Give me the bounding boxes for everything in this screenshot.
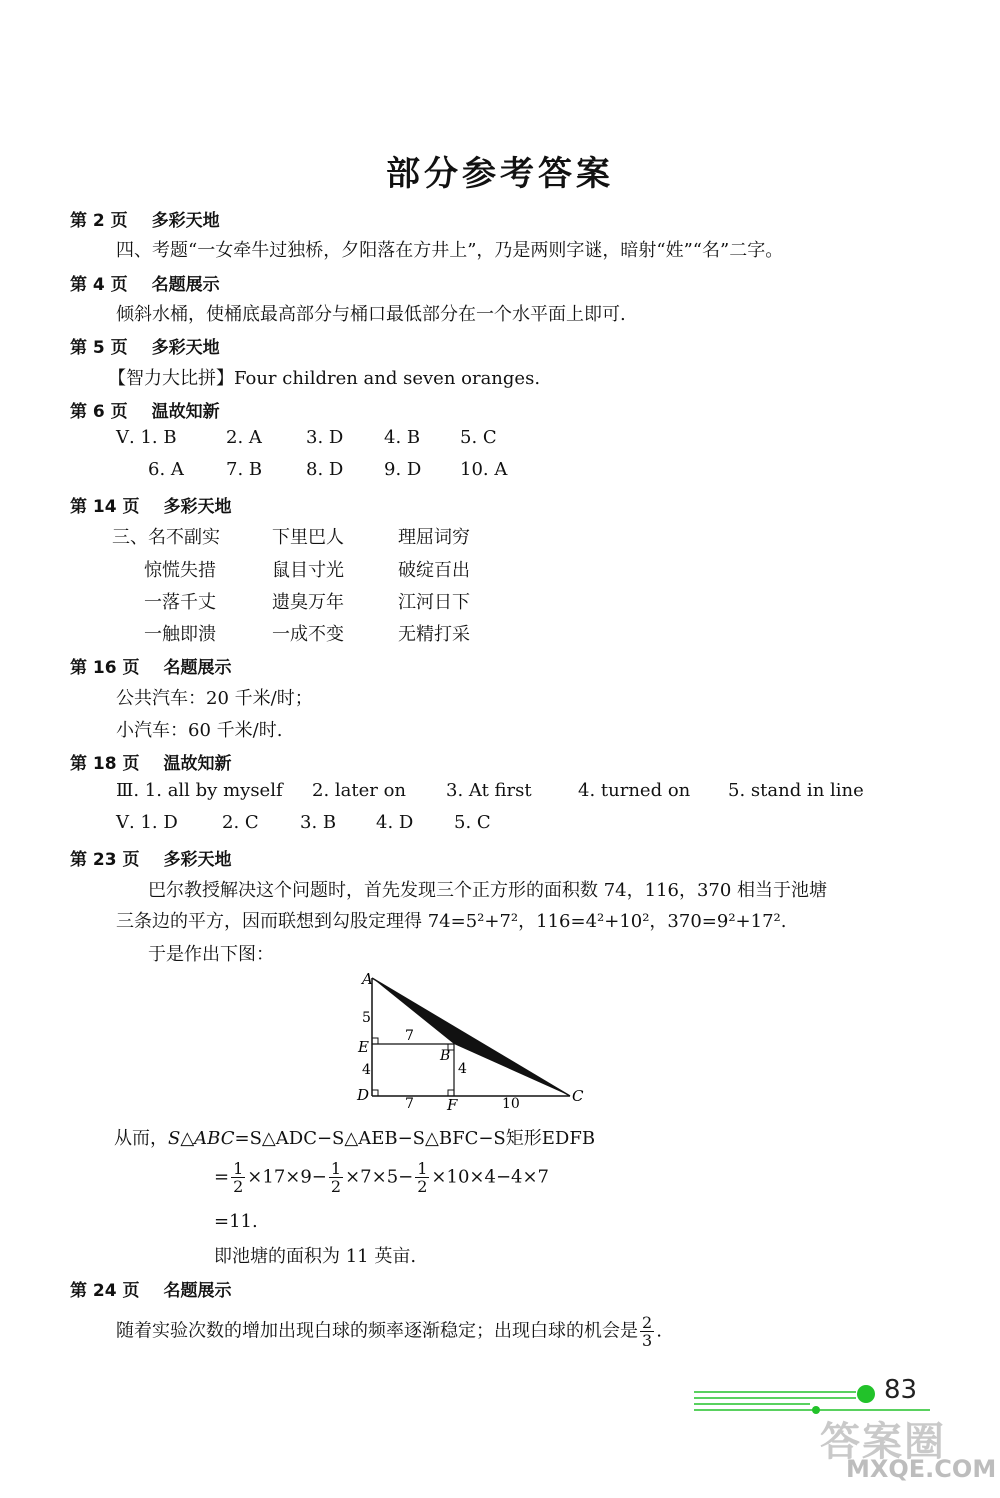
p6-answer: 2. A [226, 427, 262, 448]
section-name: 多彩天地 [151, 211, 220, 231]
length-bf: 4 [458, 1061, 467, 1077]
idiom: 一落千丈 [144, 592, 216, 613]
p18-answer: Ⅴ. 1. D [116, 812, 178, 833]
idiom: 无精打采 [398, 624, 470, 645]
p18-answer: 5. stand in line [728, 780, 864, 801]
idiom: 一成不变 [272, 624, 344, 645]
p6-answer: 8. D [306, 459, 344, 480]
right-angle-d [372, 1090, 378, 1096]
p2-text: 四、考题“一女牵牛过独桥，夕阳落在方井上”，乃是两则字谜，暗射“姓”“名”二字。 [116, 240, 784, 261]
formula-term: ×17×9− [247, 1166, 327, 1188]
p6-answer: 6. A [148, 459, 184, 480]
p23-para1a: 巴尔教授解决这个问题时，首先发现三个正方形的面积数 74，116，370 相当于池塘 [148, 880, 828, 901]
p18-answer: 3. At first [446, 780, 532, 801]
formula-rhs: =S△ADC−S△AEB−S△BFC−S矩形EDFB [234, 1128, 596, 1149]
section-header-p18 [70, 749, 232, 774]
section-header-p16 [70, 653, 232, 678]
p18-answer: 3. B [300, 812, 337, 833]
length-fc: 10 [502, 1096, 520, 1112]
right-angle-e [372, 1038, 378, 1044]
idiom: 鼠目寸光 [272, 560, 344, 581]
p18-answer: 5. C [454, 812, 491, 833]
watermark-logo: 答案圈 [820, 1419, 946, 1465]
label-b: B [440, 1048, 451, 1064]
section-header-p6 [70, 397, 220, 422]
section-page: 第 16 页 [70, 658, 140, 678]
p16-line: 公共汽车：20 千米/时； [116, 688, 313, 709]
section-name: 多彩天地 [151, 338, 220, 358]
label-d: D [357, 1086, 370, 1104]
length-df: 7 [405, 1096, 414, 1112]
formula-lead: 从而， [114, 1128, 168, 1149]
p6-answer: 9. D [384, 459, 422, 480]
watermark-url: MXQE.COM [846, 1455, 997, 1483]
idiom: 江河日下 [398, 592, 470, 613]
segment-ac [372, 978, 570, 1096]
idiom: 破绽百出 [398, 560, 470, 581]
p24-sentence: 随着实验次数的增加出现白球的频率逐渐稳定；出现白球的机会是 [116, 1320, 638, 1342]
p6-answer: 7. B [226, 459, 263, 480]
p18-answer: 4. turned on [578, 780, 691, 801]
section-header-p2 [70, 206, 220, 231]
idiom: 三、名不副实 [112, 527, 220, 548]
fraction-half: $\frac{1}{2}$ [417, 1159, 428, 1196]
section-header-p5 [70, 333, 220, 358]
section-name: 名题展示 [163, 658, 232, 678]
p4-text: 倾斜水桶，使桶底最高部分与桶口最低部分在一个水平面上即可. [116, 304, 626, 325]
section-page: 第 6 页 [70, 402, 128, 422]
p6-answer: 10. A [460, 459, 508, 480]
label-e: E [358, 1038, 369, 1056]
section-header-p14 [70, 492, 232, 517]
idiom: 遗臭万年 [272, 592, 344, 613]
formula-lhs: S△ABC [168, 1128, 235, 1149]
length-eb: 7 [405, 1028, 414, 1044]
section-header-p23 [70, 845, 232, 870]
section-name: 名题展示 [151, 275, 220, 295]
idiom: 惊慌失措 [144, 560, 216, 581]
p18-answer: Ⅲ. 1. all by myself [116, 780, 283, 801]
section-header-p24 [70, 1276, 232, 1301]
p18-answer: 2. C [222, 812, 259, 833]
section-page: 第 2 页 [70, 211, 128, 231]
p6-answer: 4. B [384, 427, 421, 448]
label-c: C [572, 1087, 584, 1105]
section-page: 第 4 页 [70, 275, 128, 295]
p18-answer: 2. later on [312, 780, 407, 801]
section-page: 第 5 页 [70, 338, 128, 358]
formula-line-1 [114, 1124, 595, 1150]
p16-line: 小汽车：60 千米/时. [116, 720, 283, 741]
formula-term: ×10×4−4×7 [431, 1166, 550, 1188]
fraction-two-thirds: $\frac{2}{3}$ [642, 1313, 653, 1350]
section-header-p4 [70, 270, 220, 295]
section-page: 第 14 页 [70, 497, 140, 517]
p6-answer: 3. D [306, 427, 344, 448]
p18-answer: 4. D [376, 812, 414, 833]
section-name: 多彩天地 [163, 497, 232, 517]
p24-text: 随着实验次数的增加出现白球的频率逐渐稳定；出现白球的机会是 $\frac{2}{3}$ . [116, 1313, 662, 1350]
green-dot-icon [857, 1385, 875, 1403]
formula-term: ×7×5− [345, 1166, 414, 1188]
p6-answer: 5. C [460, 427, 497, 448]
fraction-half: $\frac{1}{2}$ [330, 1159, 342, 1196]
section-page: 第 24 页 [70, 1281, 140, 1301]
length-ae: 5 [362, 1010, 371, 1026]
section-page: 第 23 页 [70, 850, 140, 870]
idiom: 下里巴人 [272, 527, 344, 548]
triangle-diagram [350, 968, 590, 1116]
p23-para2: 于是作出下图： [148, 944, 274, 965]
label-f: F [447, 1096, 458, 1114]
fraction-half: $\frac{1}{2}$ [233, 1159, 244, 1196]
page-title: 部分参考答案 [386, 154, 614, 194]
page-number: 83 [884, 1375, 918, 1405]
section-name: 多彩天地 [163, 850, 232, 870]
formula-line-2: = $\frac{1}{2}$ ×17×9− $\frac{1}{2}$ ×7×5− $\frac{1}{2}$ ×10×4−4×7 [214, 1159, 550, 1196]
section-name: 温故知新 [163, 754, 232, 774]
formula-line-4: 即池塘的面积为 11 英亩. [214, 1246, 417, 1267]
formula-line-3: =11. [214, 1211, 258, 1232]
section-page: 第 18 页 [70, 754, 140, 774]
section-name: 温故知新 [151, 402, 220, 422]
p6-answer: Ⅴ. 1. B [116, 427, 177, 448]
section-name: 名题展示 [163, 1281, 232, 1301]
p23-para1b: 三条边的平方，因而联想到勾股定理得 74=5²+7²，116=4²+10²，370=9²+17². [116, 911, 787, 932]
label-a: A [362, 970, 373, 988]
idiom: 理屈词穷 [398, 527, 470, 548]
idiom: 一触即溃 [144, 624, 216, 645]
p5-text: 【智力大比拼】Four children and seven oranges. [108, 368, 541, 389]
length-ed: 4 [362, 1062, 371, 1078]
